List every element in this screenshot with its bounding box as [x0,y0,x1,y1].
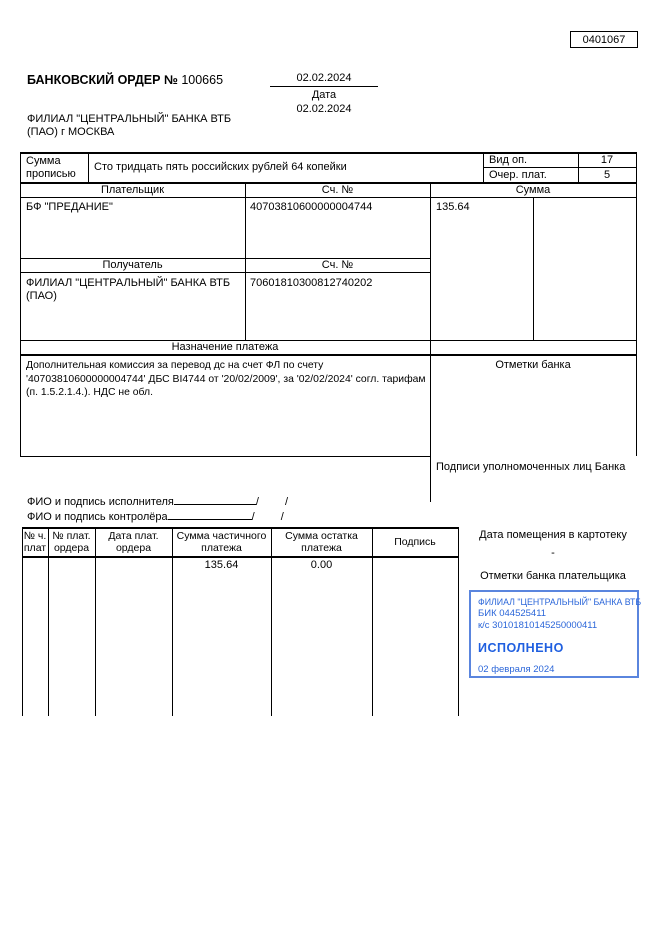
vid-op-label: Вид оп. [489,153,528,166]
recipient-name [26,277,230,303]
slash: / [284,496,289,508]
stamp-status: ИСПОЛНЕНО [478,641,564,655]
amount-words: Сто тридцать пять российских рублей 64 копейки [94,161,347,173]
border-line [20,152,21,456]
col-header-rest-amount: Сумма остатка платежа [285,529,358,554]
bank-branch-line1: ФИЛИАЛ "ЦЕНТРАЛЬНЫЙ" БАНКА ВТБ [27,113,232,125]
border-line [636,152,637,456]
border-line [88,152,89,182]
bank-branch [27,113,231,139]
stamp-corr-account: к/с 30101810145250000411 [478,620,598,631]
controller-label: ФИО и подпись контролёра [27,511,168,523]
recipient-account: 70601810300812740202 [250,277,373,289]
form-code: 0401067 [582,33,626,46]
stamp-bank-name: ФИЛИАЛ "ЦЕНТРАЛЬНЫЙ" БАНКА ВТБ [478,597,642,607]
recipient-name-line2: (ПАО) [26,290,57,302]
date-block [270,72,378,115]
page-title [27,73,223,87]
order-date: 02.02.2024 [270,72,378,87]
amount-words-label: Сумма прописью [26,155,76,180]
recipient-account-label: Сч. № [321,259,354,271]
rest-amount-value: 0.00 [310,559,333,571]
payer-name: БФ "ПРЕДАНИЕ" [26,201,113,213]
col-header-part-number: № ч. плат [23,529,47,554]
slash: / [280,511,284,523]
vid-op-value: 17 [600,153,614,166]
payer-account-label: Сч. № [321,183,354,196]
border-line [20,197,637,198]
col-header-signature: Подпись [394,535,436,548]
executor-label: ФИО и подпись исполнителя [27,496,174,508]
controller-signature-row [27,509,284,523]
bank-signatures-label: Подписи уполномоченных лиц Банка [436,461,626,473]
border-line [458,527,459,716]
payer-account: 40703810600000004744 [250,201,373,213]
purpose-header: Назначение платежа [171,341,279,353]
ocher-plat-value: 5 [603,168,611,181]
slash: / [251,511,255,523]
executor-signature-row [27,494,288,508]
payer-bank-marks-label: Отметки банка плательщика [480,570,626,582]
signature-line [174,494,256,505]
signature-line [168,509,252,520]
stamp-bik: БИК 044525411 [478,608,547,619]
recipient-label: Получатель [102,259,163,271]
sum-label: Сумма [515,183,551,196]
bank-marks-label: Отметки банка [495,359,571,371]
border-line [20,272,430,273]
payer-label: Плательщик [100,183,165,196]
order-title: БАНКОВСКИЙ ОРДЕР № [27,73,178,87]
bank-branch-line2: (ПАО) г МОСКВА [27,126,115,138]
bank-execution-stamp [469,590,642,678]
date-label: Дата [311,89,337,101]
stamp-date: 02 февраля 2024 [478,664,555,675]
col-header-order-date: Дата плат. ордера [108,529,159,554]
purpose-text: Дополнительная комиссия за перевод дс на счет ФЛ по счету '40703810600000004744' ДБС BI4744 от '20/02/2009', за '02/02/2024' согл. тарифам (п. 1.5.2.1.4.). НДС не обл. [26,360,426,398]
partial-amount-value: 135.64 [204,559,239,571]
border-line [533,197,534,340]
order-date-2: 02.02.2024 [296,103,352,115]
card-file-date-value: - [551,547,555,559]
order-number: 100665 [181,73,224,87]
border-line [20,456,430,457]
form-code-box [570,31,638,48]
recipient-name-line1: ФИЛИАЛ "ЦЕНТРАЛЬНЫЙ" БАНКА ВТБ [26,277,231,289]
col-header-partial-amount: Сумма частичного платежа [176,529,267,554]
col-header-order-number: № плат. ордера [52,529,91,554]
slash: / [255,496,259,508]
border-line [483,152,484,182]
border-line [20,354,637,356]
ocher-plat-label: Очер. плат. [489,168,547,181]
border-line [22,556,459,558]
border-line [430,182,431,502]
card-file-date-label: Дата помещения в картотеку [479,529,627,541]
payment-amount: 135.64 [436,201,470,213]
